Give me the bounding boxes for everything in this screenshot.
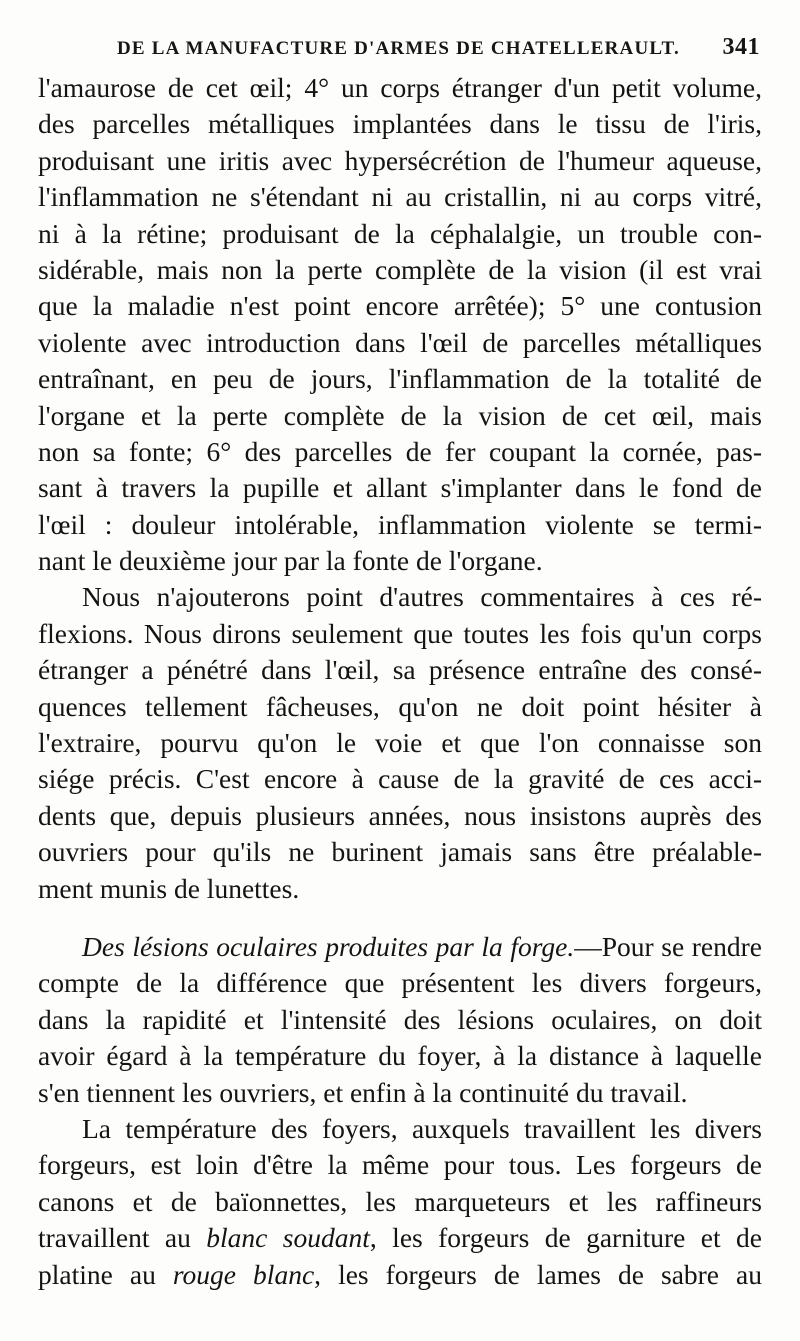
paragraph-4	[38, 1111, 762, 1293]
text-run: —Pour se rendre	[574, 930, 762, 962]
text-line: Nous n'ajouterons point d'autres commentaires à ces ré-	[82, 581, 762, 613]
text-line: compte de la différence que présentent les divers forgeurs,	[38, 967, 762, 999]
text-line: l'organe et la perte complète de la vision de cet œil, mais	[38, 399, 762, 431]
text-line: flexions. Nous dirons seulement que toutes les fois qu'un corps	[38, 617, 762, 649]
text-line: non sa fonte; 6° des parcelles de fer coupant la cornée, pas-	[38, 435, 762, 467]
text-line: ni à la rétine; produisant de la céphalalgie, un trouble con-	[38, 217, 762, 249]
running-header	[42, 34, 760, 64]
text-line: avoir égard à la température du foyer, à la distance à laquelle	[38, 1040, 762, 1072]
section-gap	[38, 907, 762, 929]
text-line: entraînant, en peu de jours, l'inflammation de la totalité de	[38, 363, 762, 395]
text-line: sant à travers la pupille et allant s'implanter dans le fond de	[38, 472, 762, 504]
text-line: l'œil : douleur intolérable, inflammation violente se termi-	[38, 508, 762, 540]
text-line: La température des foyers, auxquels travaillent les divers	[82, 1112, 762, 1144]
text-line: canons et de baïonnettes, les marqueteurs et les raffineurs	[38, 1185, 762, 1217]
text-line: nant le deuxième jour par la fonte de l'organe.	[38, 545, 543, 577]
paragraph-3	[38, 929, 762, 1111]
italic-term: blanc soudant	[206, 1222, 370, 1254]
text-line: l'amaurose de cet œil; 4° un corps étranger d'un petit volume,	[38, 72, 762, 103]
italic-term: rouge blanc	[172, 1258, 315, 1290]
section-heading: Des lésions oculaires produites par la forge.	[82, 930, 575, 962]
text-line: des parcelles métalliques implantées dans le tissu de l'iris,	[38, 108, 762, 140]
text-line: que la maladie n'est point encore arrêtée); 5° une contusion	[38, 290, 762, 322]
paragraph-2	[38, 579, 762, 907]
text-line: siége précis. C'est encore à cause de la gravité de ces acci-	[38, 763, 762, 795]
text-run: , les forgeurs de garniture et de	[369, 1222, 762, 1254]
text-line: l'extraire, pourvu qu'on le voie et que l'on connaisse son	[38, 727, 762, 759]
text-line: violente avec introduction dans l'œil de parcelles métalliques	[38, 326, 762, 358]
body-text	[38, 70, 762, 1293]
text-line: dans la rapidité et l'intensité des lésions oculaires, on doit	[38, 1003, 762, 1035]
page-number: 341	[722, 34, 760, 60]
text-line: s'en tiennent les ouvriers, et enfin à la continuité du travail.	[38, 1076, 688, 1108]
paragraph-1	[38, 70, 762, 579]
text-line: ment munis de lunettes.	[38, 872, 300, 904]
text-line	[38, 1257, 762, 1293]
text-run: , les forgeurs de lames de sabre au	[314, 1258, 762, 1290]
text-line: ouvriers pour qu'ils ne burinent jamais sans être préalable-	[38, 836, 762, 868]
text-line: étranger a pénétré dans l'œil, sa présence entraîne des consé-	[38, 654, 762, 686]
text-line: dents que, depuis plusieurs années, nous insistons auprès des	[38, 799, 762, 831]
text-run: travaillent au	[38, 1222, 207, 1254]
text-line: l'inflammation ne s'étendant ni au cristallin, ni au corps vitré,	[38, 181, 762, 213]
text-line: produisant une iritis avec hypersécrétion de l'humeur aqueuse,	[38, 144, 762, 176]
text-run: platine au	[38, 1258, 173, 1290]
text-line	[38, 1220, 762, 1256]
text-line	[38, 929, 762, 965]
running-title: DE LA MANUFACTURE D'ARMES DE CHATELLERAULT.	[117, 38, 680, 59]
text-line: quences tellement fâcheuses, qu'on ne doit point hésiter à	[38, 690, 762, 722]
text-line: forgeurs, est loin d'être la même pour tous. Les forgeurs de	[38, 1149, 762, 1181]
text-line: sidérable, mais non la perte complète de la vision (il est vrai	[38, 253, 762, 285]
